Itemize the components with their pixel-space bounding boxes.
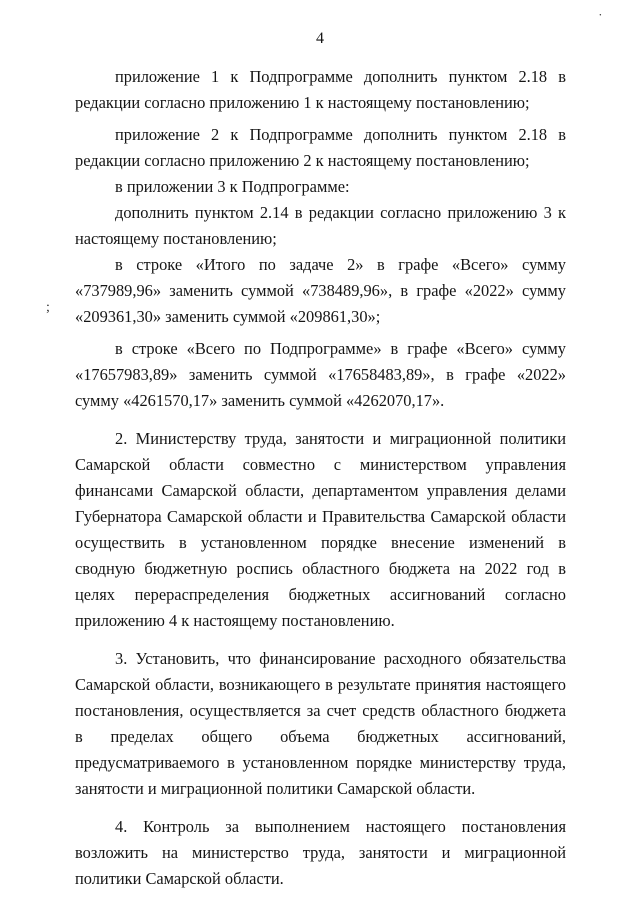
paragraph-appendix-1: приложение 1 к Подпрограмме дополнить пунктом 2.18 в редакции согласно приложению 1 к настоящему постановлению;	[75, 67, 566, 112]
page-number: 4	[316, 30, 324, 47]
paragraph-appendix-2: приложение 2 к Подпрограмме дополнить пунктом 2.18 в редакции согласно приложению 2 к настоящему постановлению;	[75, 125, 566, 170]
paragraph-appendix-3-intro: в приложении 3 к Подпрограмме:	[115, 177, 350, 196]
document-body	[75, 64, 566, 892]
paragraph-task-2-total: в строке «Итого по задаче 2» в графе «Всего» сумму «737989,96» заменить суммой «738489,96», в графе «2022» сумму «209361,30» заменить суммой «209861,30»;	[75, 255, 566, 326]
scan-mark: ˙	[598, 12, 603, 27]
paragraph-clause-3: 3. Установить, что финансирование расходного обязательства Самарской области, возникающего в результате принятия настоящего постановления, осуществляется за счет средств областного бюджета в пределах общего объема бюджетных ассигнований, предусматриваемого в установленном порядке министерству труда, занятости и миграционной политики Самарской области.	[75, 649, 566, 798]
scan-mark: ;	[46, 300, 50, 315]
paragraph-clause-4: 4. Контроль за выполнением настоящего постановления возложить на министерство труда, занятости и миграционной политики Самарской области.	[75, 817, 566, 888]
paragraph-subprogram-total: в строке «Всего по Подпрограмме» в графе «Всего» сумму «17657983,89» заменить суммой «17658483,89», в графе «2022» сумму «4261570,17» заменить суммой «4262070,17».	[75, 339, 566, 410]
paragraph-add-item-2-14: дополнить пунктом 2.14 в редакции согласно приложению 3 к настоящему постановлению;	[75, 203, 566, 248]
paragraph-clause-2: 2. Министерству труда, занятости и миграционной политики Самарской области совместно с министерством управления финансами Самарской области, департаментом управления делами Губернатора Самарской области и Правительства Самарской области осуществить в установленном порядке внесение изменений в сводную бюджетную роспись областного бюджета на 2022 год в целях перераспределения бюджетных ассигнований согласно приложению 4 к настоящему постановлению.	[75, 429, 566, 630]
